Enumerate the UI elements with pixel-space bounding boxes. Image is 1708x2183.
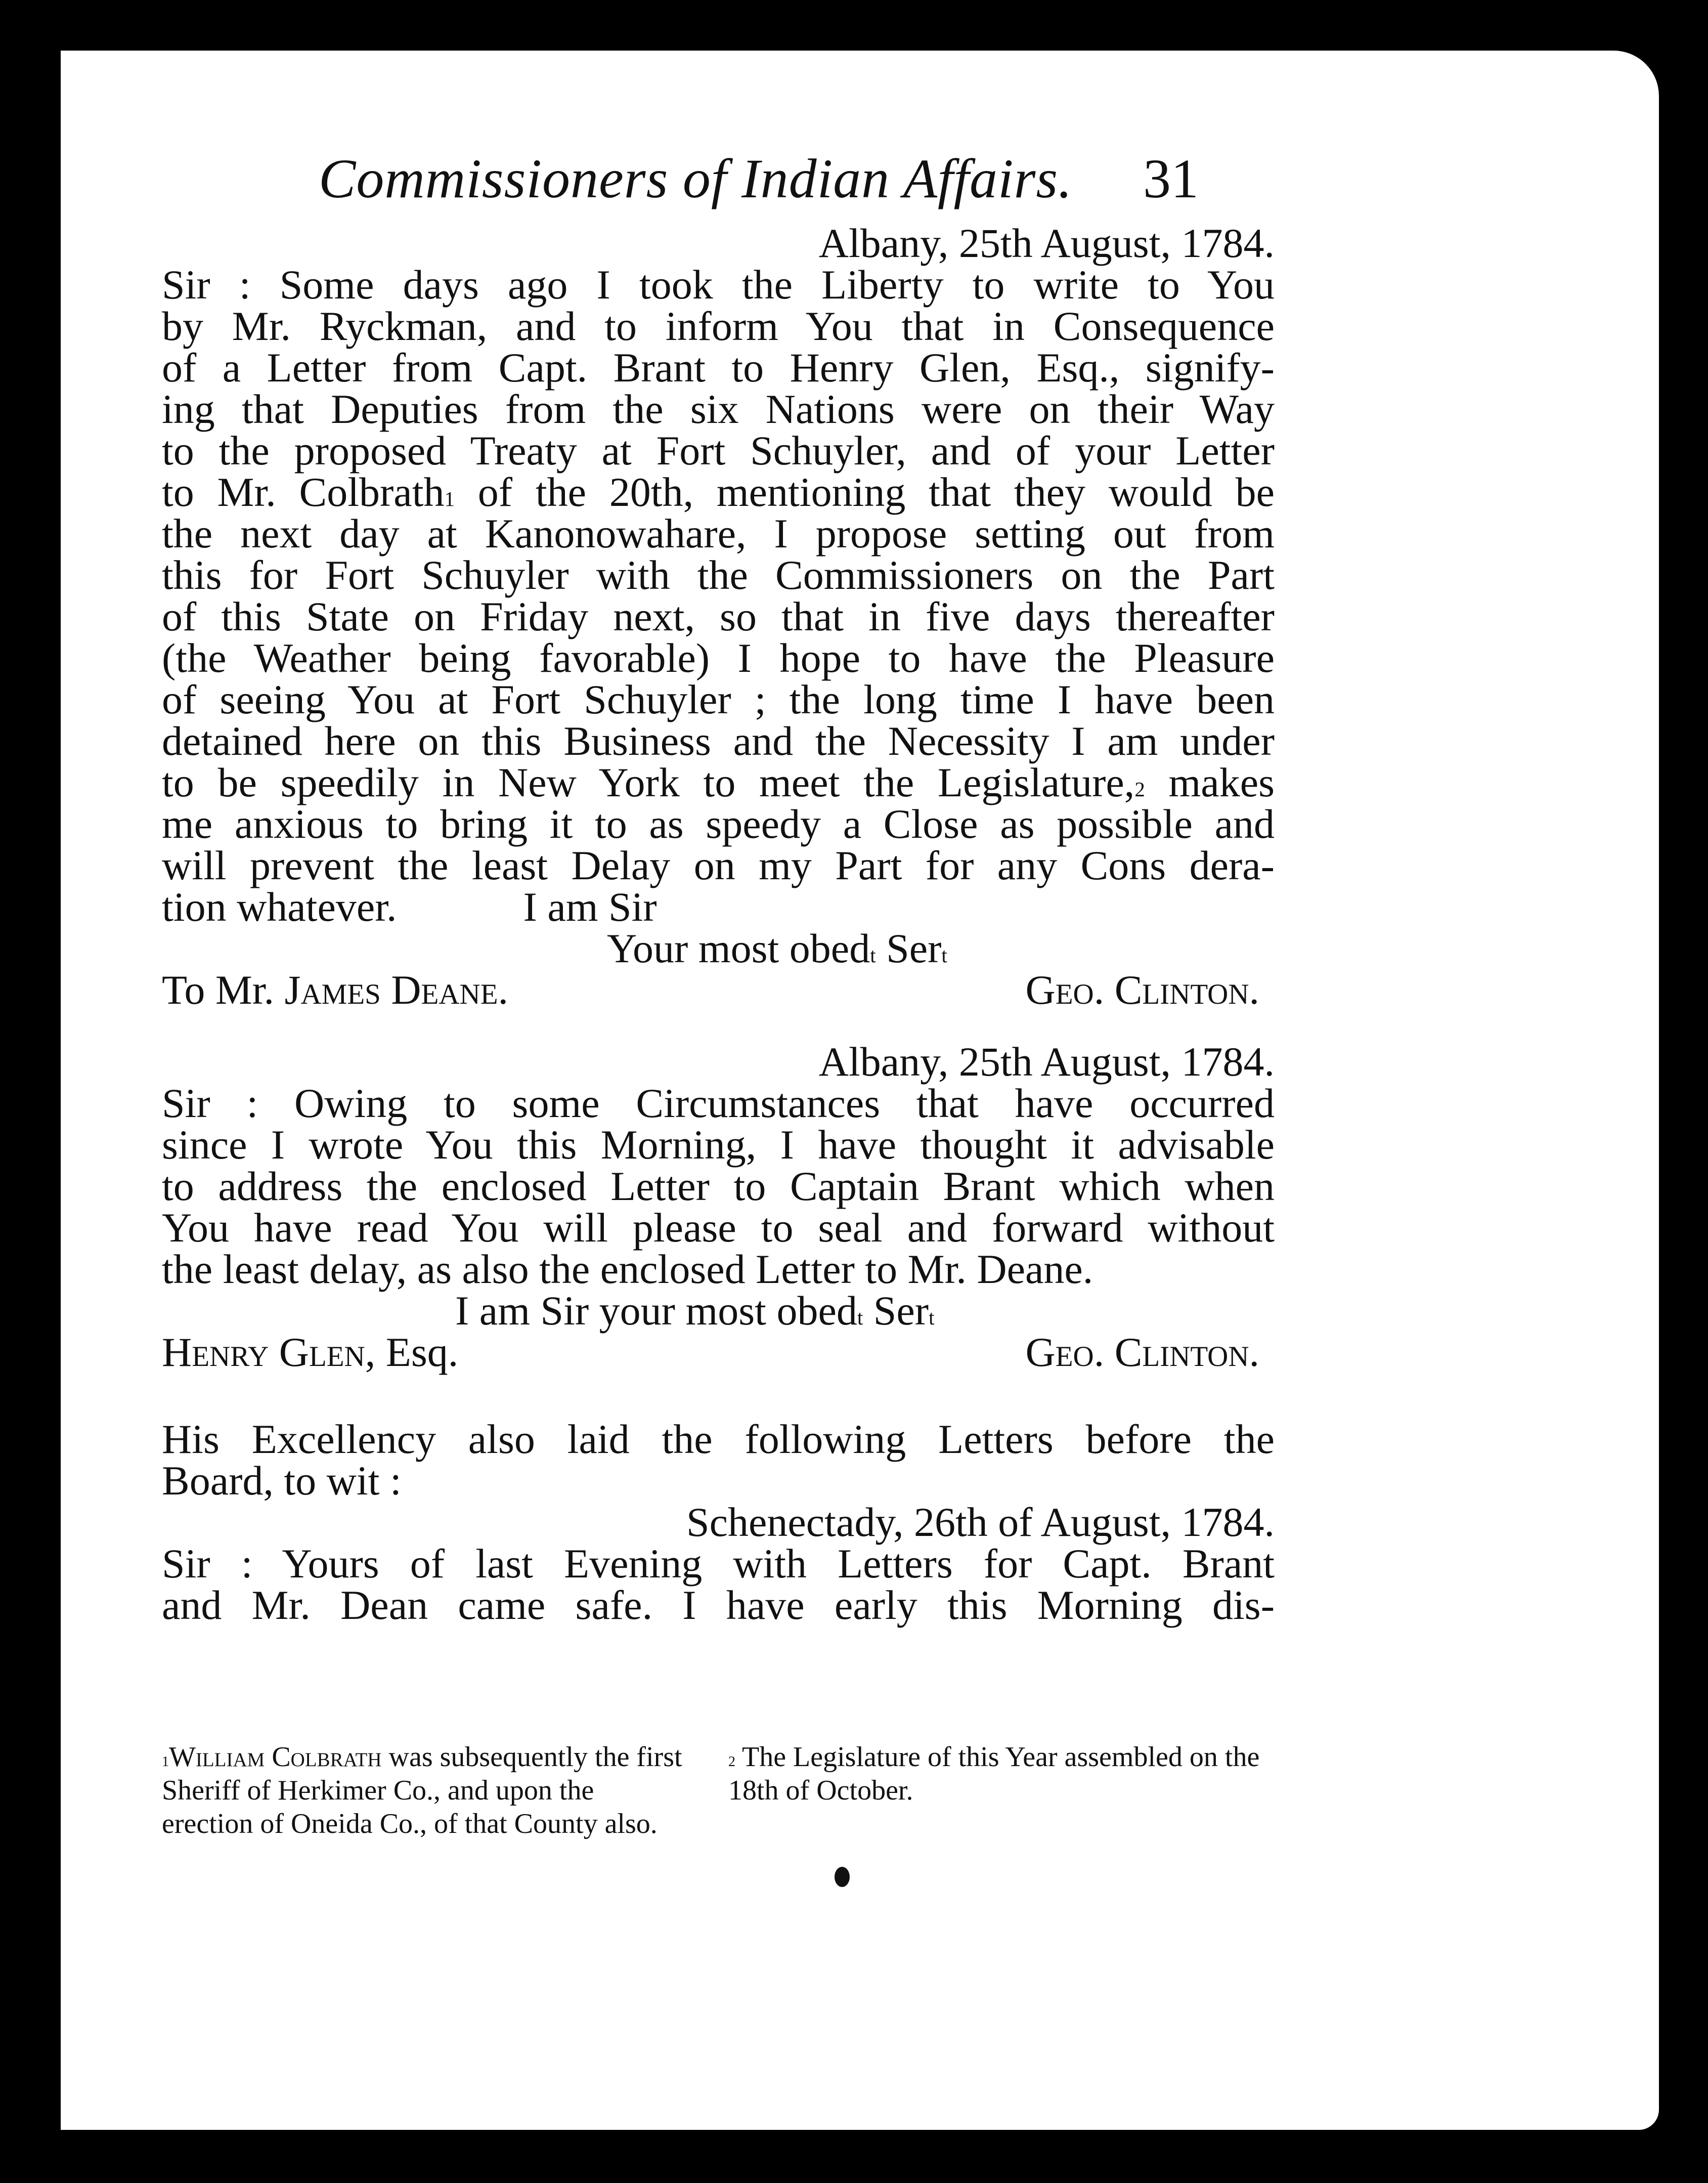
letter-1-line: ing that Deputies from the six Nations were on their Way: [162, 386, 1275, 432]
letter-1-last-line: [162, 886, 1275, 928]
addressee-name: Henry Glen: [162, 1329, 365, 1375]
letter-1-line: the next day at Kanonowahare, I propose setting out from: [162, 510, 1275, 557]
letter-2-line: since I wrote You this Morning, I have thought it advisable: [162, 1122, 1275, 1168]
running-title: Commissioners of Indian Affairs.: [319, 148, 1073, 209]
close-sup: t: [941, 944, 947, 967]
letter-3-line: and Mr. Dean came safe. I have early this Morning dis-: [162, 1582, 1275, 1628]
footnote-ref-1: 1: [444, 487, 455, 510]
letter-1-signature-row: [162, 969, 1275, 1011]
letter-3-dateline: Schenectady, 26th of August, 1784.: [686, 1499, 1275, 1545]
footnote-1: [162, 1740, 683, 1840]
footnote-2: [728, 1740, 1275, 1840]
addressee-prefix: To Mr.: [162, 967, 285, 1013]
letter-1-line: to the proposed Treaty at Fort Schuyler, and of your Letter: [162, 427, 1275, 474]
letter-1-line: (the Weather being favorable) I hope to have the Pleasure: [162, 635, 1275, 681]
letter-1-complimentary-close: [162, 925, 1275, 971]
letter-2-line: You have read You will please to seal and forward without: [162, 1205, 1275, 1251]
letter-1-line: of this State on Friday next, so that in five days thereafter: [162, 593, 1275, 639]
page-number: 31: [1143, 148, 1199, 209]
close-sup: t: [857, 1306, 863, 1329]
line-text: makes: [1145, 759, 1275, 805]
letter-2-line: Sir : Owing to some Circumstances that have occurred: [162, 1080, 1275, 1126]
letter-2-line: to address the enclosed Letter to Captain Brant which when: [162, 1163, 1275, 1209]
narrative-line: His Excellency also laid the following Letters before the: [162, 1416, 1275, 1462]
letter-1-dateline: Albany, 25th August, 1784.: [818, 220, 1275, 266]
letter-1-line: Sir : Some days ago I took the Liberty to write to You: [162, 262, 1275, 308]
close-sup: t: [870, 944, 876, 967]
letter-3-line: Sir : Yours of last Evening with Letters for Capt. Brant: [162, 1540, 1275, 1587]
line-text: to be speedily in New York to meet the Legislature,: [162, 759, 1135, 805]
letter-1-line: this for Fort Schuyler with the Commissioners on the Part: [162, 552, 1275, 598]
footnote-1-text: was subsequently the first Sheriff of Herkimer Co., and upon the erection of Oneida Co., of that County also.: [162, 1741, 682, 1839]
close-text: Ser: [875, 925, 942, 971]
letter-2-dateline: Albany, 25th August, 1784.: [818, 1039, 1275, 1085]
close-text: I am Sir your most obed: [455, 1288, 857, 1334]
addressee-suffix: , Esq.: [365, 1329, 459, 1375]
footnote-2-text: The Legislature of this Year assembled on the 18th of October.: [728, 1741, 1260, 1806]
letter-1-line: of seeing You at Fort Schuyler ; the long time I have been: [162, 676, 1275, 722]
addressee-name: James Deane.: [284, 967, 509, 1013]
letter-2-signature-row: [162, 1329, 1275, 1375]
letter-2-line: the least delay, as also the enclosed Letter to Mr. Deane.: [162, 1246, 1093, 1292]
letter-2-addressee: [162, 1329, 459, 1375]
letter-1-line: will prevent the least Delay on my Part for any Cons dera-: [162, 842, 1275, 888]
footnote-1-name: William Colbrath: [169, 1741, 382, 1773]
footnote-1-mark: 1: [162, 1754, 169, 1770]
ink-blot: [835, 1867, 850, 1887]
footnotes: [162, 1740, 1275, 1840]
page-body: [162, 220, 1275, 1628]
narrative-line: Board, to wit :: [162, 1458, 402, 1504]
letter-1-addressee: [162, 969, 508, 1011]
line-text: tion whatever.: [162, 884, 397, 930]
letter-1-line: detained here on this Business and the Necessity I am under: [162, 718, 1275, 764]
letter-1-line-footnote-ref: [162, 469, 1275, 515]
close-text: Your most obed: [607, 925, 870, 971]
letter-1-signature: Geo. Clinton.: [1025, 967, 1259, 1013]
footnote-2-mark: 2: [728, 1754, 735, 1770]
letter-1-line: by Mr. Ryckman, and to inform You that in Consequence: [162, 303, 1275, 349]
close-sup: t: [929, 1306, 935, 1329]
letter-1-line-footnote-ref: [162, 759, 1275, 805]
footnote-ref-2: 2: [1134, 778, 1145, 801]
book-page: [61, 51, 1659, 2130]
line-text: of the 20th, mentioning that they would be: [454, 469, 1275, 515]
letter-2-complimentary-close: [162, 1290, 1275, 1332]
close-text: Ser: [863, 1288, 929, 1334]
letter-1-line: me anxious to bring it to as speedy a Close as possible and: [162, 801, 1275, 847]
letter-1-line: of a Letter from Capt. Brant to Henry Glen, Esq., signify-: [162, 345, 1275, 391]
closing-phrase: I am Sir: [523, 884, 657, 930]
letter-2-signature: Geo. Clinton.: [1025, 1329, 1259, 1375]
line-text: to Mr. Colbrath: [162, 469, 445, 515]
